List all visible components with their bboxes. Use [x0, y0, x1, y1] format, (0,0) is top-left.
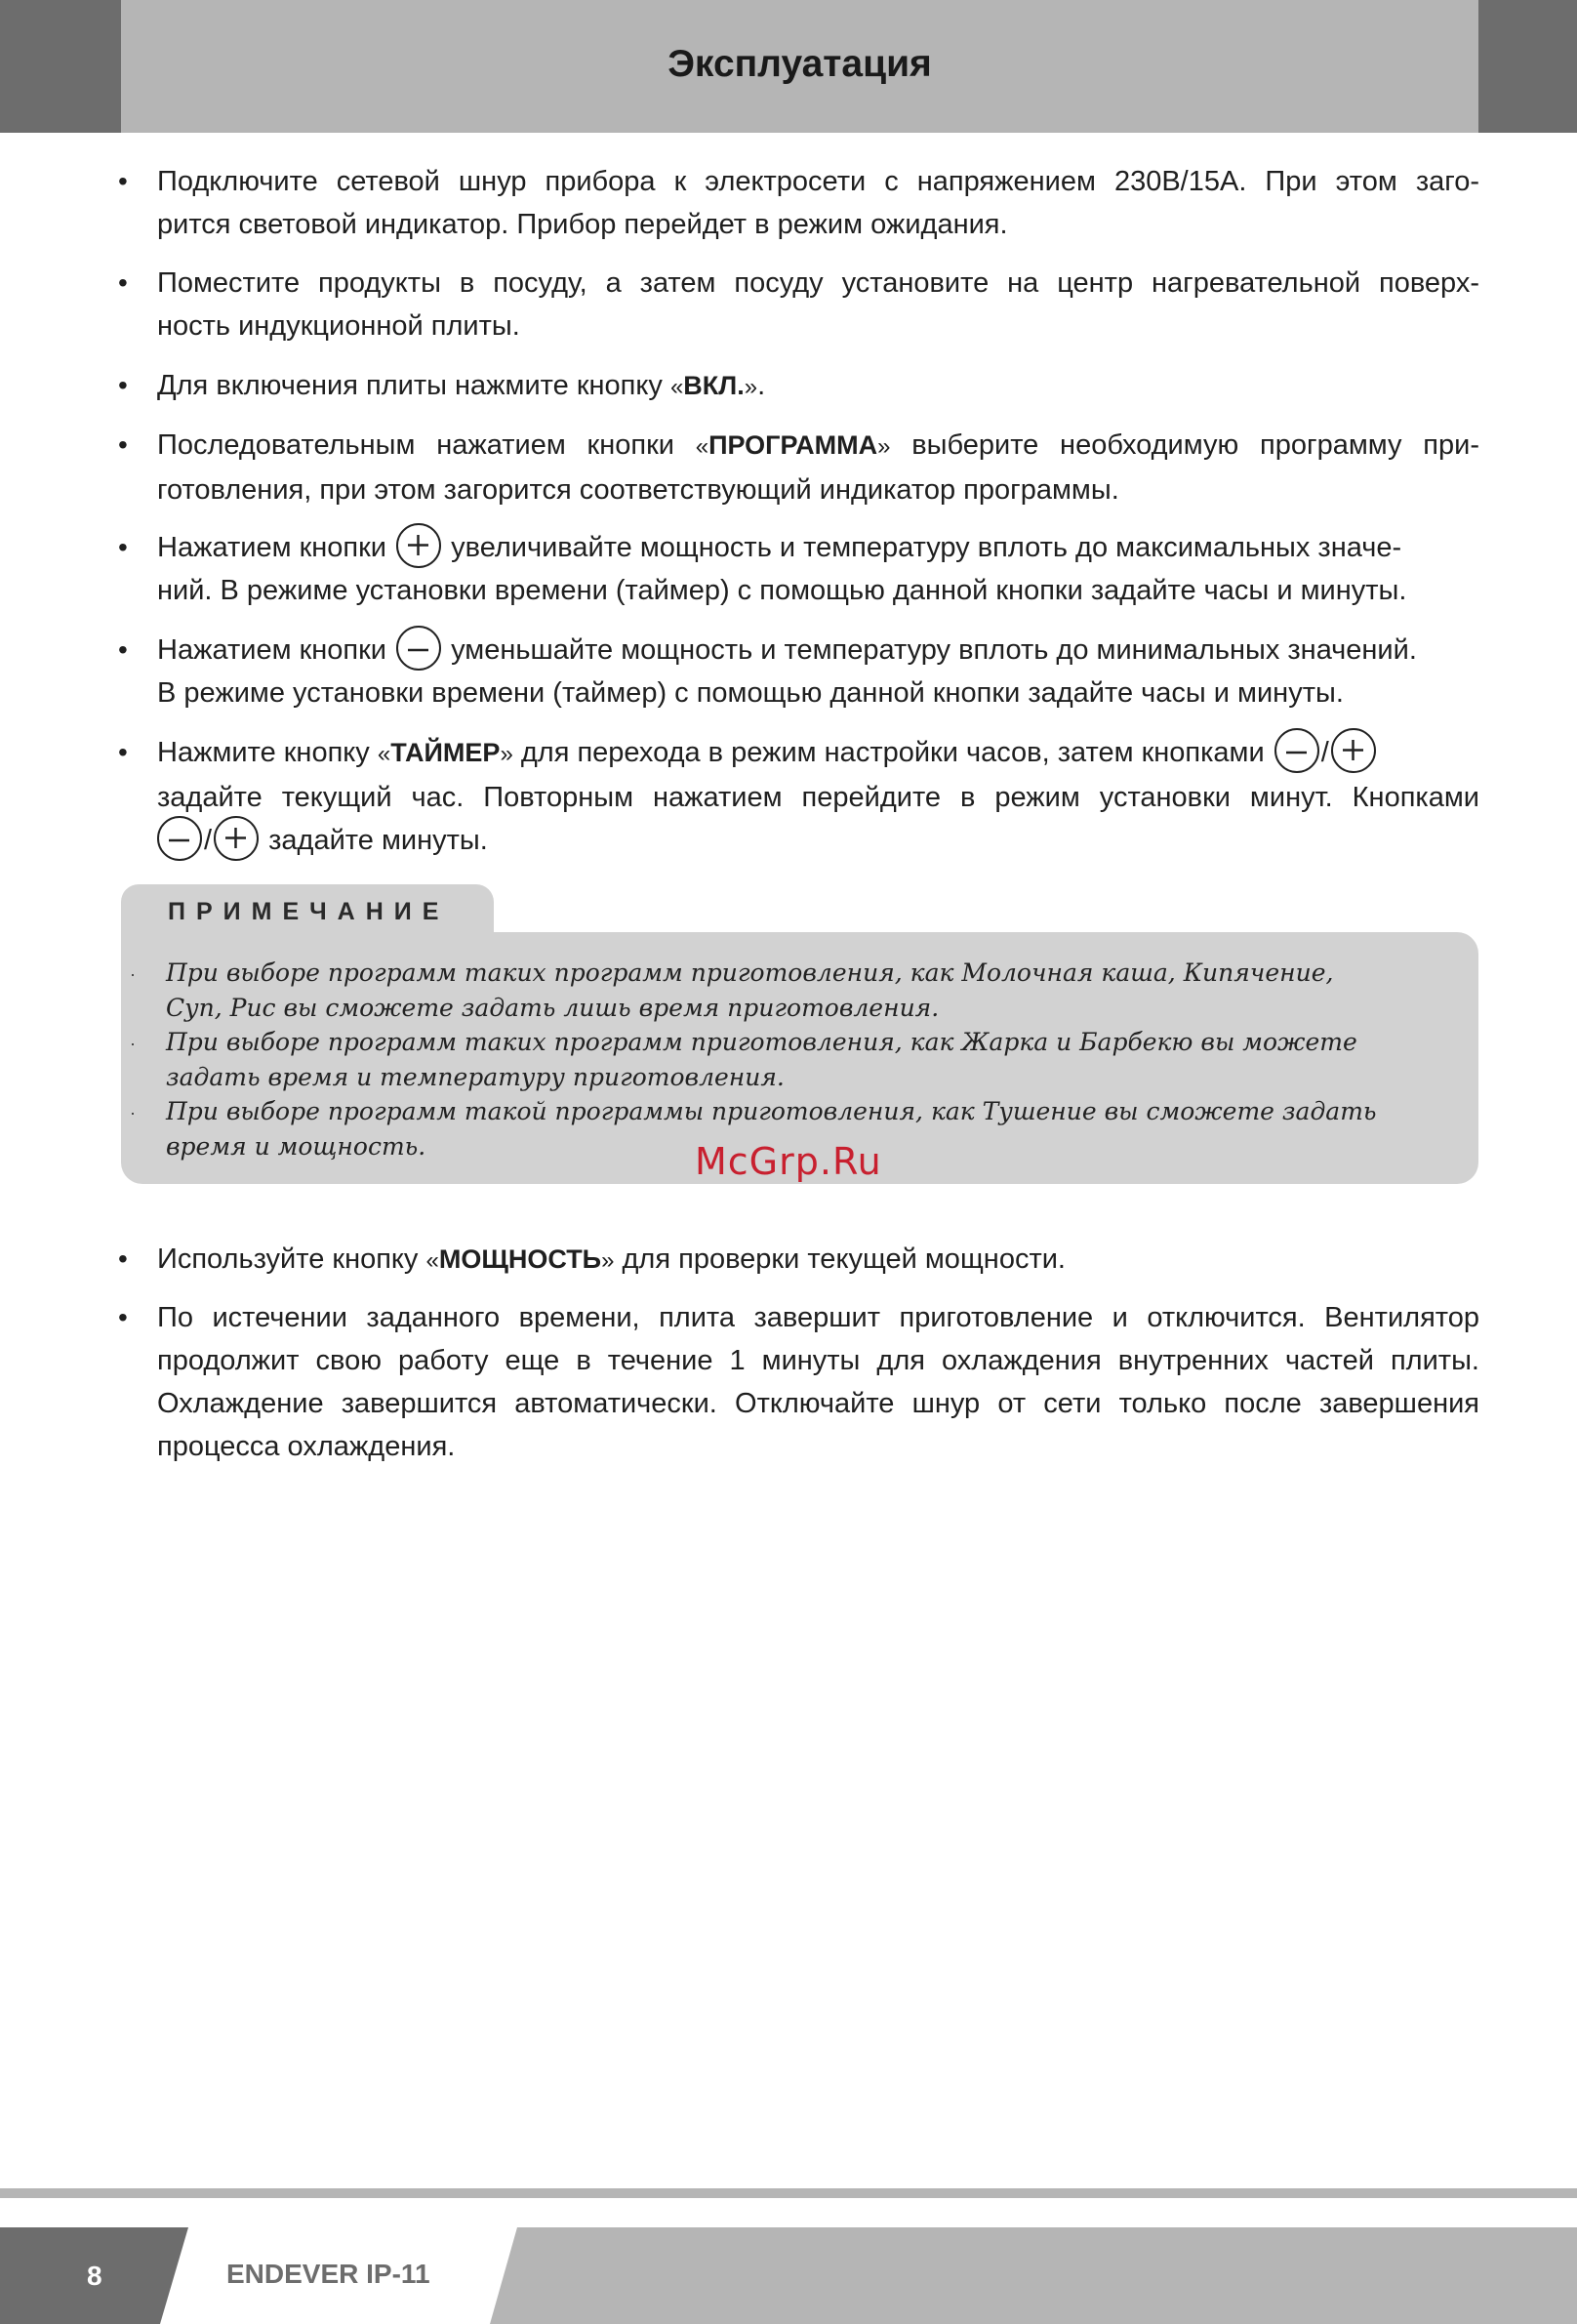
plus-circle-icon — [1331, 728, 1376, 773]
list-item — [157, 731, 1479, 862]
quote-open: « — [695, 433, 709, 460]
list-item-line — [157, 526, 1479, 569]
list-item — [157, 1238, 1479, 1283]
list-item — [157, 364, 1479, 409]
list-item-line: Охлаждение завершится автоматически. Отключайте шнур от сети только после завершения — [157, 1388, 1479, 1419]
note-bullet: · — [130, 1034, 136, 1053]
list-item-line: • Подключите сетевой шнур прибора к электросети с напряжением 230В/15А. При этом заго- — [157, 166, 1479, 197]
note-line: время и мощность. — [166, 1132, 426, 1161]
note-bullet: · — [130, 1103, 136, 1122]
note-line: При выборе программ таких программ приготовления, как Жарка и Барбекю вы можете — [166, 1028, 1357, 1056]
list-item-line — [157, 424, 1479, 469]
list-item-line: продолжит свою работу еще в течение 1 минуты для охлаждения внутренних частей плиты. — [157, 1345, 1479, 1376]
text: Последовательным нажатием кнопки — [157, 429, 696, 461]
page-title: Эксплуатация — [667, 43, 932, 85]
quote-close: » — [601, 1247, 615, 1274]
text: Нажатием кнопки — [157, 532, 386, 563]
slash: / — [204, 825, 213, 856]
slash: / — [1320, 737, 1329, 768]
quote-open: « — [669, 374, 684, 400]
button-name-on: ВКЛ. — [683, 371, 745, 400]
note-line: При выборе программ таких программ приготовления, как Молочная каша, Кипячение, — [166, 958, 1334, 987]
text: для проверки текущей мощности. — [614, 1244, 1066, 1275]
minus-circle-icon — [157, 816, 202, 861]
watermark: McGrp.Ru — [695, 1140, 882, 1183]
model-name: ENDEVER IP-11 — [226, 2259, 430, 2289]
list-item-line: ний. В режиме установки времени (таймер) с помощью данной кнопки задайте часы и минуты. — [157, 575, 1407, 606]
list-item — [157, 262, 1479, 347]
plus-circle-icon — [396, 523, 441, 568]
quote-close: » — [744, 374, 758, 400]
note-line: задать время и температуру приготовления. — [166, 1063, 785, 1091]
note-title: ПРИМЕЧАНИЕ — [168, 898, 450, 925]
note-line: Суп, Рис вы сможете задать лишь время приготовления. — [166, 994, 940, 1022]
list-item-line: В режиме установки времени (таймер) с помощью данной кнопки задайте часы и минуты. — [157, 677, 1344, 709]
text: задайте минуты. — [268, 825, 488, 856]
quote-open: « — [377, 741, 391, 767]
text: . — [757, 370, 766, 401]
text: Нажатием кнопки — [157, 634, 386, 666]
plus-circle-icon — [214, 816, 259, 861]
list-item-line: • По истечении заданного времени, плита завершит приготовление и отключится. Вентилятор — [157, 1302, 1479, 1333]
quote-open: « — [425, 1247, 439, 1274]
button-name-power: МОЩНОСТЬ — [438, 1244, 602, 1274]
button-name-timer: ТАЙМЕР — [390, 738, 501, 767]
note-tab — [121, 884, 494, 935]
list-item — [157, 1296, 1479, 1468]
text: для перехода в режим настройки часов, затем кнопками — [512, 737, 1265, 768]
minus-circle-icon — [1274, 728, 1319, 773]
list-item — [157, 629, 1479, 714]
footer-right-block — [490, 2227, 1577, 2324]
text: Нажмите кнопку — [157, 737, 378, 768]
text: выберите необходимую программу при- — [890, 429, 1479, 461]
quote-close: » — [877, 433, 891, 460]
quote-close: » — [500, 741, 513, 767]
text: уменьшайте мощность и температуру вплоть до минимальных значений. — [451, 634, 1417, 666]
list-item-line: • Поместите продукты в посуду, а затем посуду установите на центр нагревательной поверх- — [157, 267, 1479, 299]
header-left-block — [0, 0, 121, 133]
minus-circle-icon — [396, 626, 441, 671]
button-name-program: ПРОГРАММА — [708, 430, 878, 460]
list-item-line — [157, 819, 1479, 862]
list-item — [157, 424, 1479, 511]
note-bullet: · — [130, 964, 136, 984]
list-item-line: рится световой индикатор. Прибор перейдет в режим ожидания. — [157, 209, 1008, 240]
list-item-line — [157, 364, 1479, 409]
footer-divider — [0, 2188, 1577, 2198]
list-item-line: ность индукционной плиты. — [157, 310, 520, 342]
list-item-line: процесса охлаждения. — [157, 1431, 456, 1462]
list-item-line — [157, 731, 1479, 776]
text: Для включения плиты нажмите кнопку — [157, 370, 670, 401]
list-item — [157, 160, 1479, 246]
header-right-block — [1478, 0, 1577, 133]
note-line: При выборе программ такой программы приготовления, как Тушение вы сможете задать — [166, 1097, 1377, 1125]
list-item — [157, 526, 1479, 612]
text: увеличивайте мощность и температуру вплоть до максимальных значе- — [451, 532, 1402, 563]
list-item-line: задайте текущий час. Повторным нажатием перейдите в режим установки минут. Кнопками — [157, 782, 1479, 813]
list-item-line — [157, 1238, 1479, 1283]
text: Используйте кнопку — [157, 1244, 426, 1275]
list-item-line: готовления, при этом загорится соответствующий индикатор программы. — [157, 474, 1119, 506]
list-item-line — [157, 629, 1479, 672]
page-number: 8 — [87, 2261, 102, 2291]
